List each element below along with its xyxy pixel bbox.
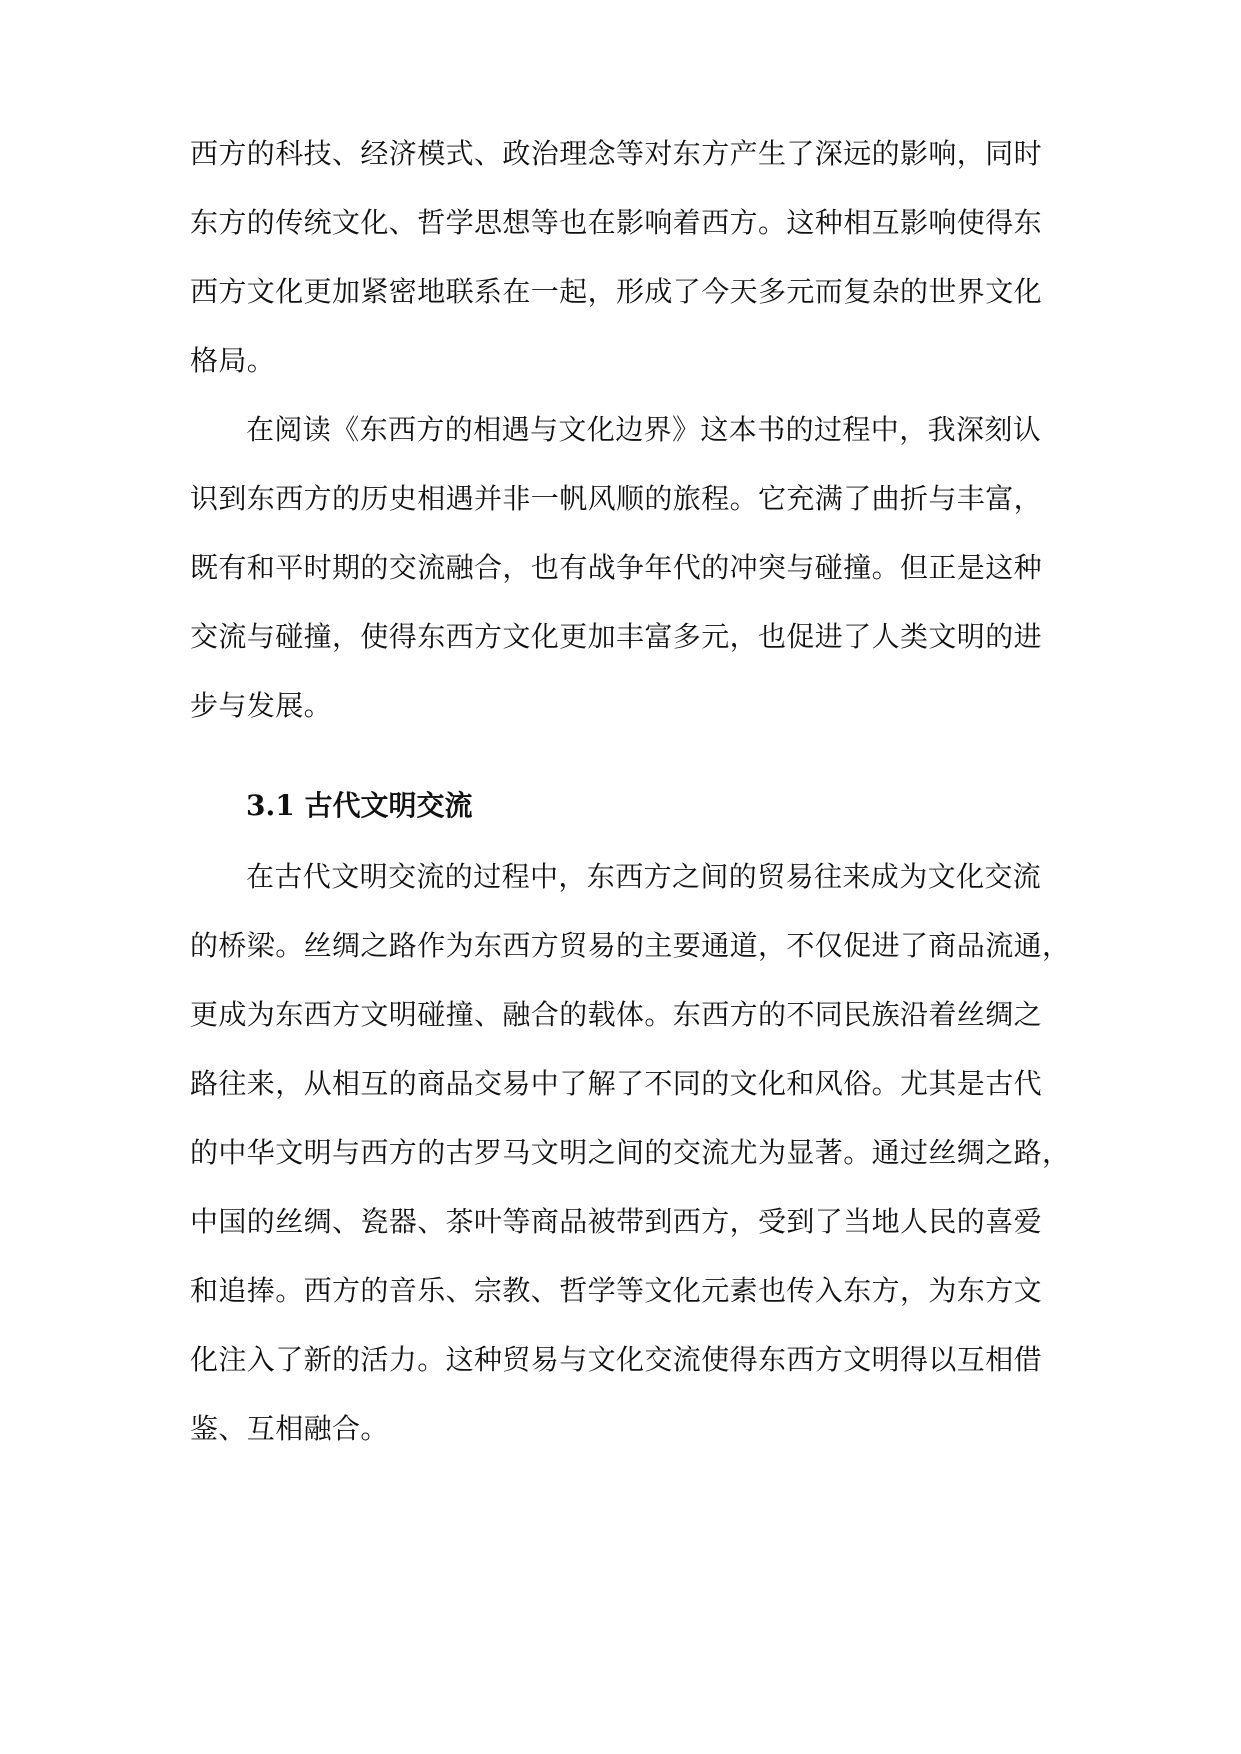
paragraph-3-line-9: 鉴、互相融合。	[190, 1412, 389, 1445]
paragraph-3-line-4: 路往来，从相互的商品交易中了解了不同的文化和风俗。尤其是古代	[190, 1067, 1043, 1100]
paragraph-2-line-4: 交流与碰撞，使得东西方文化更加丰富多元，也促进了人类文明的进	[190, 620, 1043, 653]
paragraph-3-line-8: 化注入了新的活力。这种贸易与文化交流使得东西方文明得以互相借	[190, 1343, 1043, 1376]
paragraph-2-line-3: 既有和平时期的交流融合，也有战争年代的冲突与碰撞。但正是这种	[190, 551, 1043, 584]
paragraph-3-line-5: 的中华文明与西方的古罗马文明之间的交流尤为显著。通过丝绸之路，	[190, 1136, 1071, 1169]
paragraph-3-line-2: 的桥梁。丝绸之路作为东西方贸易的主要通道，不仅促进了商品流通，	[190, 929, 1071, 962]
paragraph-3-line-7: 和追捧。西方的音乐、宗教、哲学等文化元素也传入东方，为东方文	[190, 1274, 1043, 1307]
paragraph-1-line-2: 东方的传统文化、哲学思想等也在影响着西方。这种相互影响使得东	[190, 206, 1043, 239]
paragraph-2-line-5: 步与发展。	[190, 689, 333, 722]
paragraph-3-line-3: 更成为东西方文明碰撞、融合的载体。东西方的不同民族沿着丝绸之	[190, 998, 1043, 1031]
section-heading: 3.1 古代文明交流	[246, 789, 473, 822]
paragraph-2-line-2: 识到东西方的历史相遇并非一帆风顺的旅程。它充满了曲折与丰富，	[190, 482, 1043, 515]
paragraph-3-line-1: 在古代文明交流的过程中，东西方之间的贸易往来成为文化交流	[246, 860, 1042, 893]
paragraph-3-line-6: 中国的丝绸、瓷器、茶叶等商品被带到西方，受到了当地人民的喜爱	[190, 1205, 1043, 1238]
paragraph-1-line-4: 格局。	[190, 344, 276, 377]
paragraph-2-line-1: 在阅读《东西方的相遇与文化边界》这本书的过程中，我深刻认	[246, 413, 1042, 446]
paragraph-1-line-3: 西方文化更加紧密地联系在一起，形成了今天多元而复杂的世界文化	[190, 275, 1043, 308]
paragraph-1-line-1: 西方的科技、经济模式、政治理念等对东方产生了深远的影响，同时	[190, 137, 1043, 170]
